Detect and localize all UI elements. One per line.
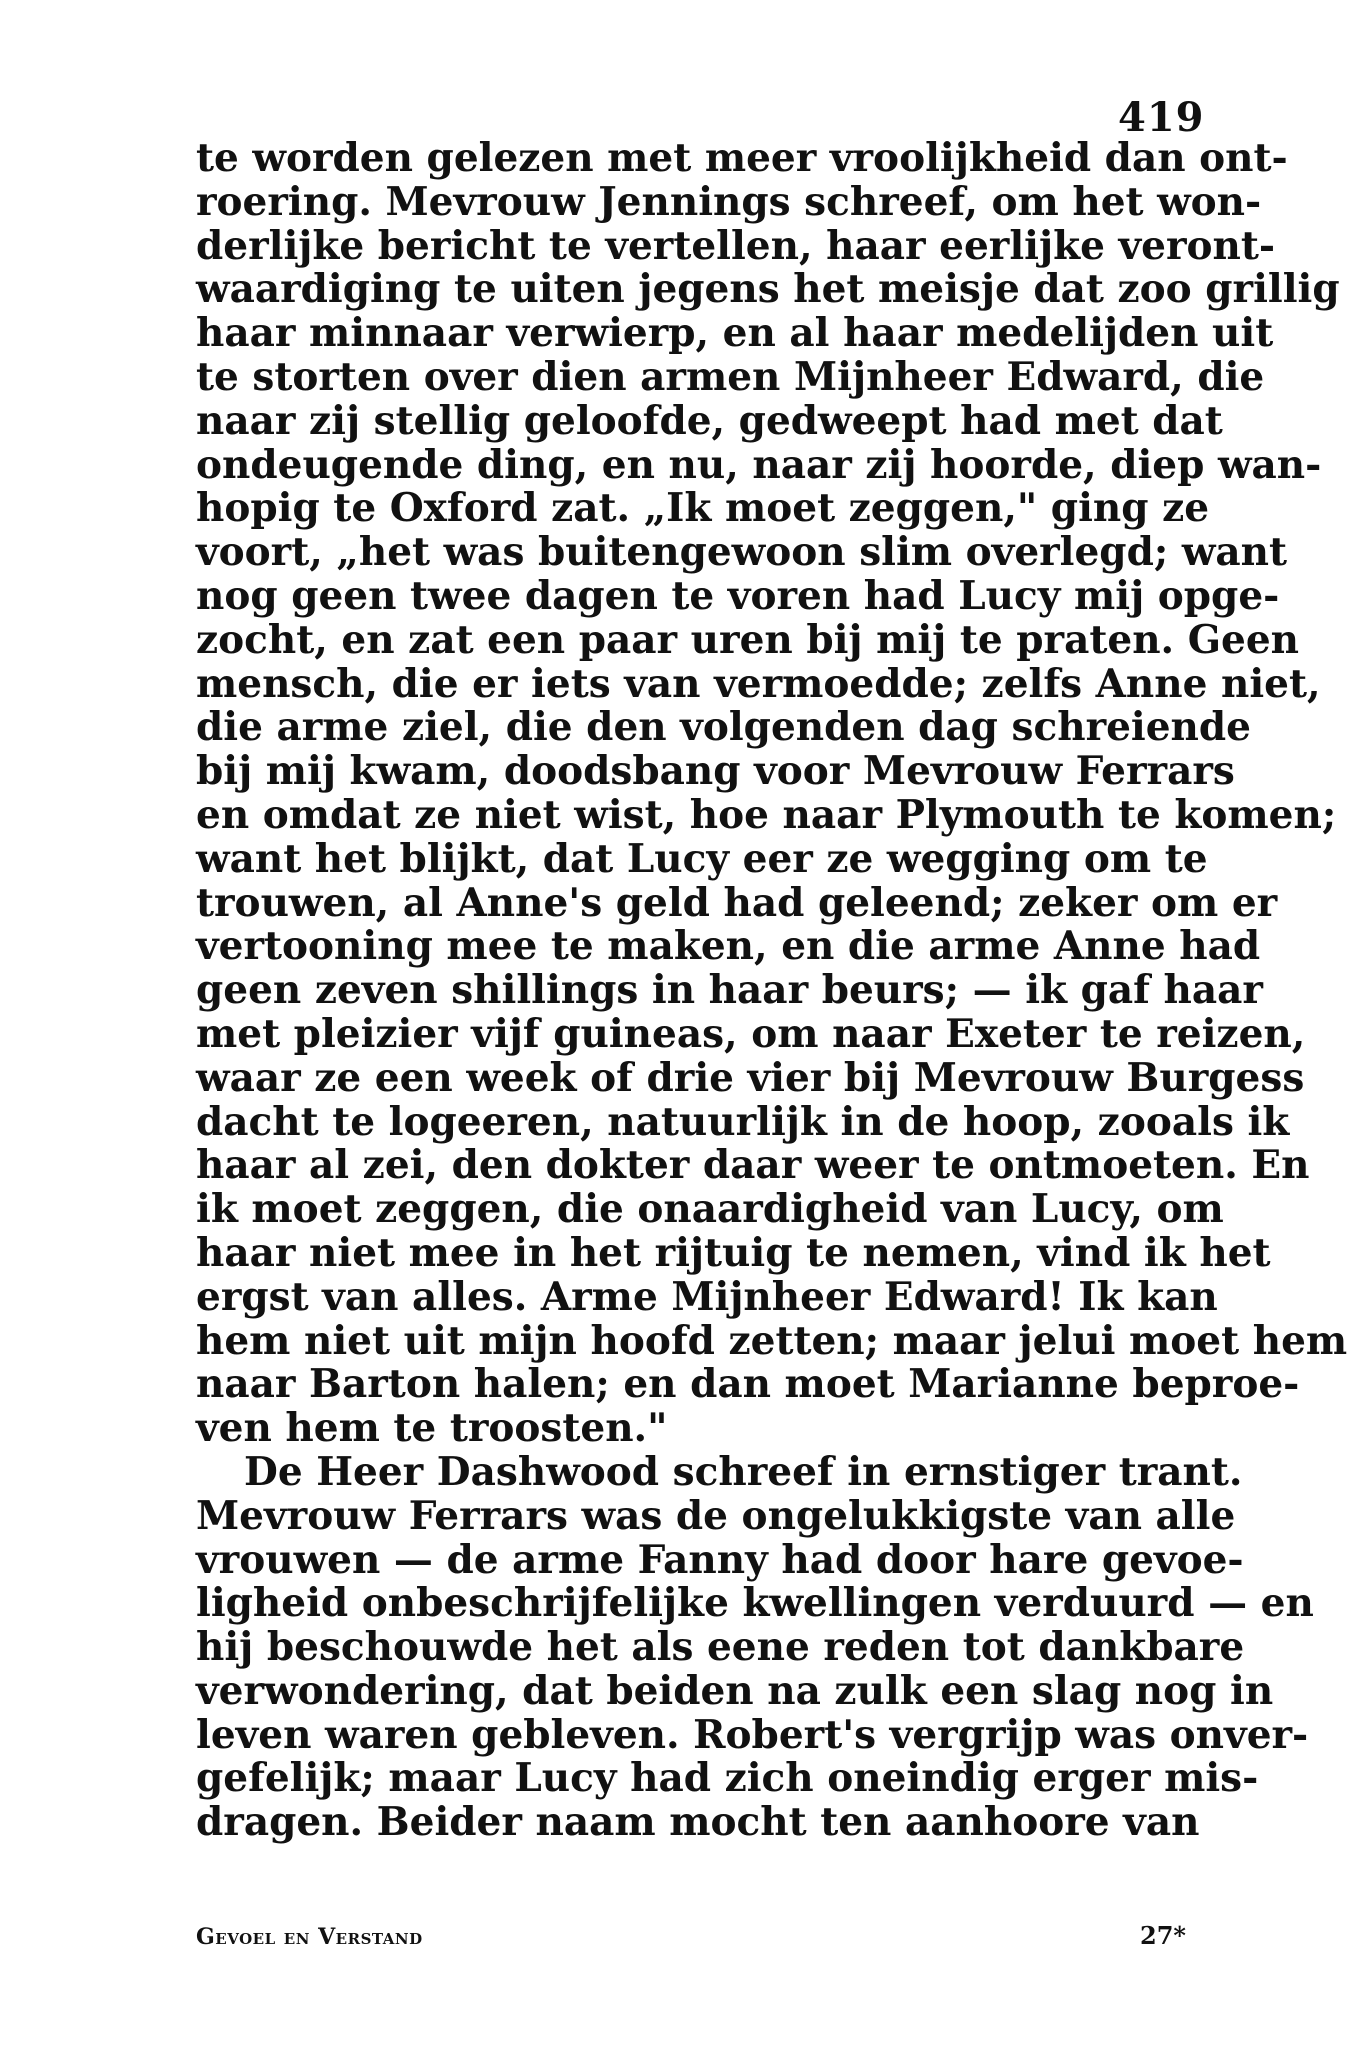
text-line: nog geen twee dagen te voren had Lucy mij opge- (196, 572, 1280, 619)
text-line: vrouwen — de arme Fanny had door hare gevoe- (196, 1536, 1244, 1583)
page-number: 419 (1118, 94, 1205, 141)
running-footer-title: Gevoel en Verstand (196, 1924, 423, 1950)
text-line: en omdat ze niet wist, hoe naar Plymouth te komen; (196, 791, 1337, 838)
text-line: hij beschouwde het als eene reden tot dankbare (196, 1624, 1245, 1671)
text-line: geen zeven shillings in haar beurs; — ik gaf haar (196, 967, 1263, 1014)
text-line: want het blijkt, dat Lucy eer ze wegging om te (196, 835, 1208, 882)
text-line: leven waren gebleven. Robert's vergrijp was onver- (196, 1711, 1309, 1758)
text-line: te worden gelezen met meer vroolijkheid dan ont- (196, 135, 1288, 181)
text-line: roering. Mevrouw Jennings schreef, om het won- (196, 178, 1262, 225)
text-line: naar Barton halen; en dan moet Marianne beproe- (196, 1361, 1300, 1408)
text-line: ergst van alles. Arme Mijnheer Edward! Ik kan (196, 1273, 1218, 1320)
text-line: mensch, die er iets van vermoedde; zelfs Anne niet, (196, 660, 1321, 707)
text-line: gefelijk; maar Lucy had zich oneindig erger mis- (196, 1755, 1259, 1802)
text-line: ven hem te troosten." (196, 1405, 668, 1452)
text-line: haar minnaar verwierp, en al haar medelijden uit (196, 310, 1274, 357)
body-text (196, 135, 1348, 1846)
text-line: die arme ziel, die den volgenden dag schreiende (196, 704, 1251, 751)
text-line: dacht te logeeren, natuurlijk in de hoop, zooals ik (196, 1098, 1290, 1145)
text-line: haar niet mee in het rijtuig te nemen, vind ik het (196, 1229, 1271, 1276)
text-line: derlijke bericht te vertellen, haar eerlijke veront- (196, 222, 1276, 269)
text-line: waardiging te uiten jegens het meisje dat zoo grillig (196, 266, 1340, 313)
text-line: waar ze een week of drie vier bij Mevrouw Burgess (196, 1054, 1305, 1101)
text-line: Mevrouw Ferrars was de ongelukkigste van alle (196, 1492, 1236, 1539)
text-line: ik moet zeggen, die onaardigheid van Lucy, om (196, 1186, 1224, 1233)
text-line: haar al zei, den dokter daar weer te ontmoeten. En (196, 1142, 1310, 1189)
text-line: voort, „het was buitengewoon slim overlegd; want (196, 529, 1288, 576)
text-line: trouwen, al Anne's geld had geleend; zeker om er (196, 879, 1278, 926)
text-line: met pleizier vijf guineas, om naar Exeter te reizen, (196, 1010, 1306, 1057)
text-line: vertooning mee te maken, en die arme Anne had (196, 923, 1261, 970)
signature-mark: 27* (1140, 1921, 1186, 1950)
text-line: dragen. Beider naam mocht ten aanhoore van (196, 1799, 1200, 1846)
text-line: hem niet uit mijn hoofd zetten; maar jelui moet hem (196, 1317, 1348, 1364)
text-line: zocht, en zat een paar uren bij mij te praten. Geen (196, 616, 1299, 663)
text-line: naar zij stellig geloofde, gedweept had met dat (196, 397, 1223, 444)
text-line: De Heer Dashwood schreef in ernstiger trant. (244, 1448, 1243, 1495)
text-line: ondeugende ding, en nu, naar zij hoorde, diep wan- (196, 441, 1322, 488)
text-line: hopig te Oxford zat. „Ik moet zeggen," ging ze (196, 485, 1210, 532)
text-line: bij mij kwam, doodsbang voor Mevrouw Ferrars (196, 748, 1235, 795)
text-line: ligheid onbeschrijfelijke kwellingen verduurd — en (196, 1580, 1314, 1627)
text-line: te storten over dien armen Mijnheer Edward, die (196, 353, 1265, 400)
text-line: verwondering, dat beiden na zulk een slag nog in (196, 1667, 1274, 1714)
